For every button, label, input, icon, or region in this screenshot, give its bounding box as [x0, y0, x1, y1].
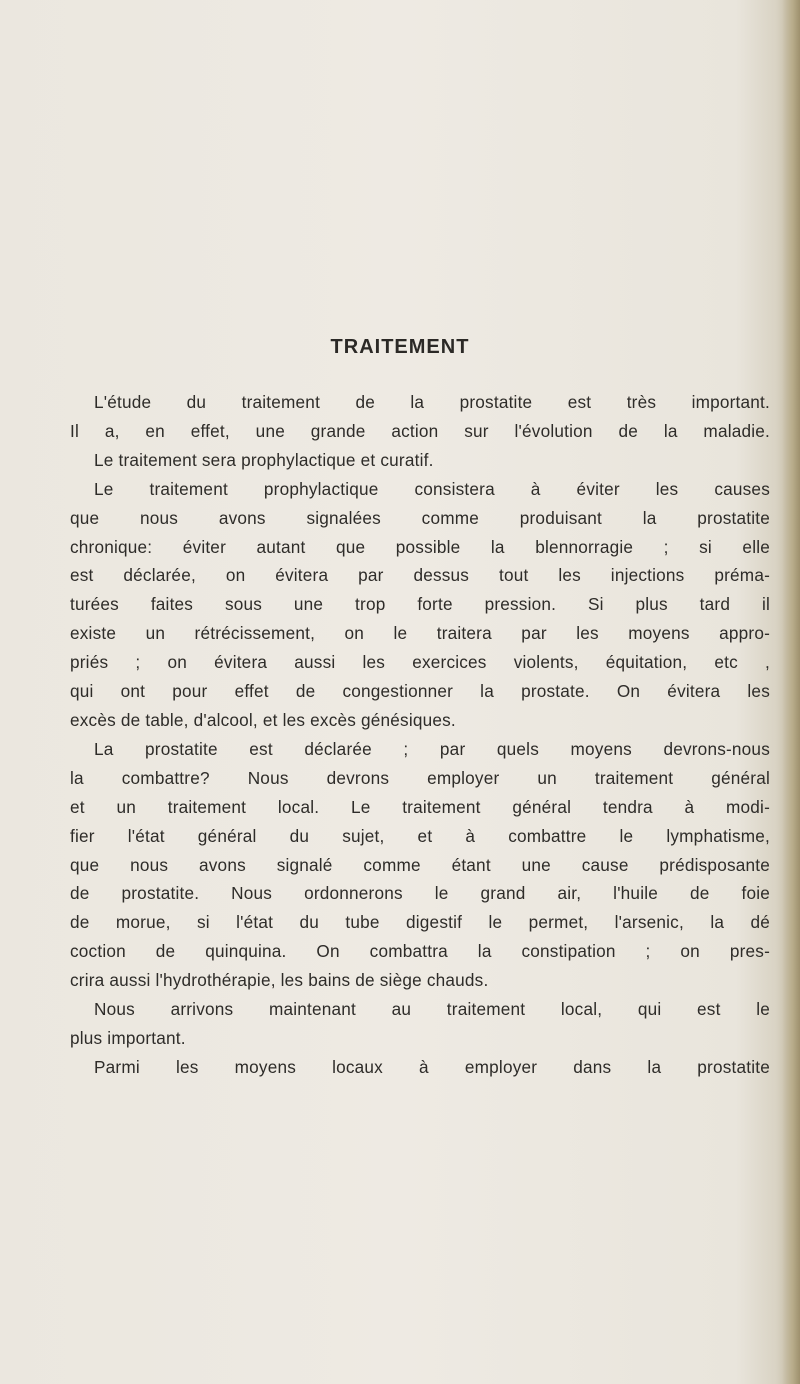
- text-line: Le traitement prophylactique consistera à éviter les causes: [94, 478, 770, 499]
- text-line: que nous avons signalé comme étant une cause prédisposante: [70, 854, 770, 875]
- text-line: L'étude du traitement de la prostatite est très important.: [94, 392, 770, 412]
- text-line: excès de table, d'alcool, et les excès génésiques.: [70, 709, 456, 730]
- text-line: crira aussi l'hydrothérapie, les bains de siège chauds.: [70, 970, 489, 991]
- text-line: Nous arrivons maintenant au traitement local, qui est le: [94, 999, 770, 1020]
- text-line: Parmi les moyens locaux à employer dans la prostatite: [94, 1056, 770, 1077]
- text-line: chronique: éviter autant que possible la blennorragie ; si elle: [70, 536, 770, 557]
- body-text: [70, 388, 770, 1082]
- text-line: priés ; on évitera aussi les exercices violents, équitation, etc ,: [70, 652, 770, 673]
- text-line: la combattre? Nous devrons employer un traitement général: [70, 767, 770, 788]
- text-line: coction de quinquina. On combattra la constipation ; on pres-: [70, 941, 770, 962]
- text-line: Le traitement sera prophylactique et curatif.: [94, 449, 434, 470]
- text-line: que nous avons signalées comme produisant la prostatite: [70, 507, 770, 528]
- text-line: qui ont pour effet de congestionner la prostate. On évitera les: [70, 681, 770, 702]
- text-line: fier l'état général du sujet, et à combattre le lymphatisme,: [70, 825, 770, 846]
- text-line: de morue, si l'état du tube digestif le permet, l'arsenic, la dé: [70, 912, 770, 933]
- text-line: et un traitement local. Le traitement général tendra à modi-: [70, 796, 770, 817]
- text-line: turées faites sous une trop forte pression. Si plus tard il: [70, 594, 770, 615]
- text-line: de prostatite. Nous ordonnerons le grand air, l'huile de foie: [70, 883, 770, 904]
- text-line: La prostatite est déclarée ; par quels moyens devrons-nous: [94, 738, 770, 759]
- text-line: Il a, en effet, une grande action sur l'évolution de la maladie.: [70, 420, 770, 441]
- page-title: TRAITEMENT: [330, 336, 470, 358]
- text-line: existe un rétrécissement, on le traitera par les moyens appro-: [70, 623, 770, 644]
- page-edge-shadow: [782, 0, 800, 1384]
- text-line: est déclarée, on évitera par dessus tout les injections préma-: [70, 565, 770, 586]
- text-line: plus important.: [70, 1027, 186, 1048]
